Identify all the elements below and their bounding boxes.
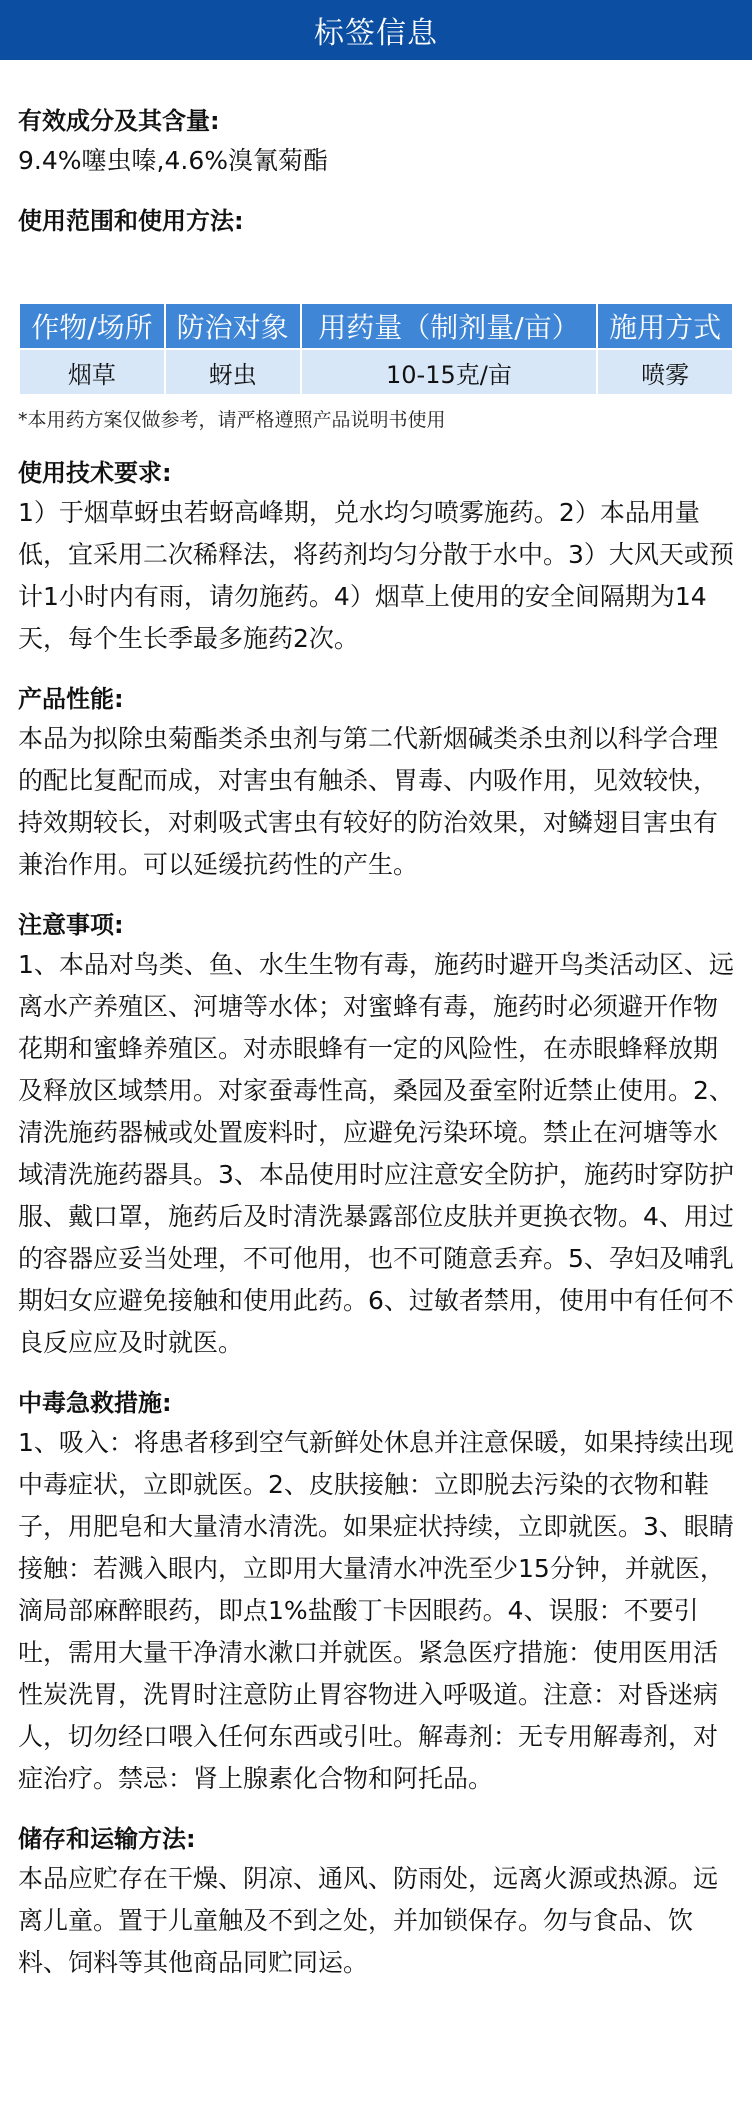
firstaid-text: 1、吸入：将患者移到空气新鲜处休息并注意保暖，如果持续出现中毒症状，立即就医。2、皮肤接触：立即脱去污染的衣物和鞋子，用肥皂和大量清水清洗。如果症状持续，立即就医。3、眼睛接触：若溅入眼内，立即用大量清水冲洗至少15分钟，并就医，滴局部麻醉眼药，即点1%盐酸丁卡因眼药。4、误服：不要引吐，需用大量干净清水漱口并就医。紧急医疗措施：使用医用活性炭洗胃，洗胃时注意防止胃容物进入呼吸道。注意：对昏迷病人，切勿经口喂入任何东西或引吐。解毒剂：无专用解毒剂，对症治疗。禁忌：肾上腺素化合物和阿托品。 bbox=[18, 1428, 734, 1793]
storage-title: 储存和运输方法: bbox=[18, 1825, 196, 1853]
header-target: 防治对象 bbox=[166, 304, 300, 348]
ingredients-text: 9.4%噻虫嗪,4.6%溴氰菊酯 bbox=[18, 146, 328, 175]
performance-title: 产品性能: bbox=[18, 685, 124, 713]
header-crop: 作物/场所 bbox=[20, 304, 164, 348]
cautions-text: 1、本品对鸟类、鱼、水生生物有毒，施药时避开鸟类活动区、远离水产养殖区、河塘等水体；对蜜蜂有毒，施药时必须避开作物花期和蜜蜂养殖区。对赤眼蜂有一定的风险性，在赤眼蜂释放期及释放区域禁用。对家蚕毒性高，桑园及蚕室附近禁止使用。2、清洗施药器械或处置废料时，应避免污染环境。禁止在河塘等水域清洗施药器具。3、本品使用时应注意安全防护，施药时穿防护服、戴口罩，施药后及时清洗暴露部位皮肤并更换衣物。4、用过的容器应妥当处理，不可他用，也不可随意丢弃。5、孕妇及哺乳期妇女应避免接触和使用此药。6、过敏者禁用，使用中有任何不良反应应及时就医。 bbox=[18, 950, 734, 1357]
performance-section bbox=[18, 680, 734, 886]
tech-title: 使用技术要求: bbox=[18, 459, 172, 487]
usage-note: *本用药方案仅做参考，请严格遵照产品说明书使用 bbox=[18, 409, 446, 431]
usage-table bbox=[18, 302, 734, 396]
cell-crop: 烟草 bbox=[20, 350, 164, 394]
usage-table-wrap bbox=[18, 302, 734, 396]
cell-target: 蚜虫 bbox=[166, 350, 300, 394]
firstaid-title: 中毒急救措施: bbox=[18, 1389, 172, 1417]
header-dosage: 用药量（制剂量/亩） bbox=[302, 304, 597, 348]
tech-text: 1）于烟草蚜虫若蚜高峰期，兑水均匀喷雾施药。2）本品用量低，宜采用二次稀释法，将药剂均匀分散于水中。3）大风天或预计1小时内有雨，请勿施药。4）烟草上使用的安全间隔期为14天，每个生长季最多施药2次。 bbox=[18, 498, 734, 653]
storage-text: 本品应贮存在干燥、阴凉、通风、防雨处，远离火源或热源。远离儿童。置于儿童触及不到之处，并加锁保存。勿与食品、饮料、饲料等其他商品同贮同运。 bbox=[18, 1864, 719, 1977]
cell-dosage: 10-15克/亩 bbox=[302, 350, 597, 394]
page-title: 标签信息 bbox=[314, 16, 438, 51]
firstaid-section bbox=[18, 1384, 734, 1800]
usage-title: 使用范围和使用方法: bbox=[18, 207, 244, 235]
performance-text: 本品为拟除虫菊酯类杀虫剂与第二代新烟碱类杀虫剂以科学合理的配比复配而成，对害虫有触杀、胃毒、内吸作用，见效较快，持效期较长，对刺吸式害虫有较好的防治效果，对鳞翅目害虫有兼治作用。可以延缓抗药性的产生。 bbox=[18, 724, 719, 879]
cautions-title: 注意事项: bbox=[18, 911, 124, 939]
tech-section bbox=[18, 454, 734, 660]
table-row bbox=[20, 350, 732, 394]
storage-section bbox=[18, 1820, 734, 1984]
usage-section bbox=[18, 202, 734, 434]
header-method: 施用方式 bbox=[598, 304, 732, 348]
page-header bbox=[0, 0, 752, 60]
ingredients-title: 有效成分及其含量: bbox=[18, 107, 220, 135]
cautions-section bbox=[18, 906, 734, 1364]
ingredients-section bbox=[18, 102, 734, 182]
label-content bbox=[0, 102, 752, 1984]
cell-method: 喷雾 bbox=[598, 350, 732, 394]
table-header-row bbox=[20, 304, 732, 348]
